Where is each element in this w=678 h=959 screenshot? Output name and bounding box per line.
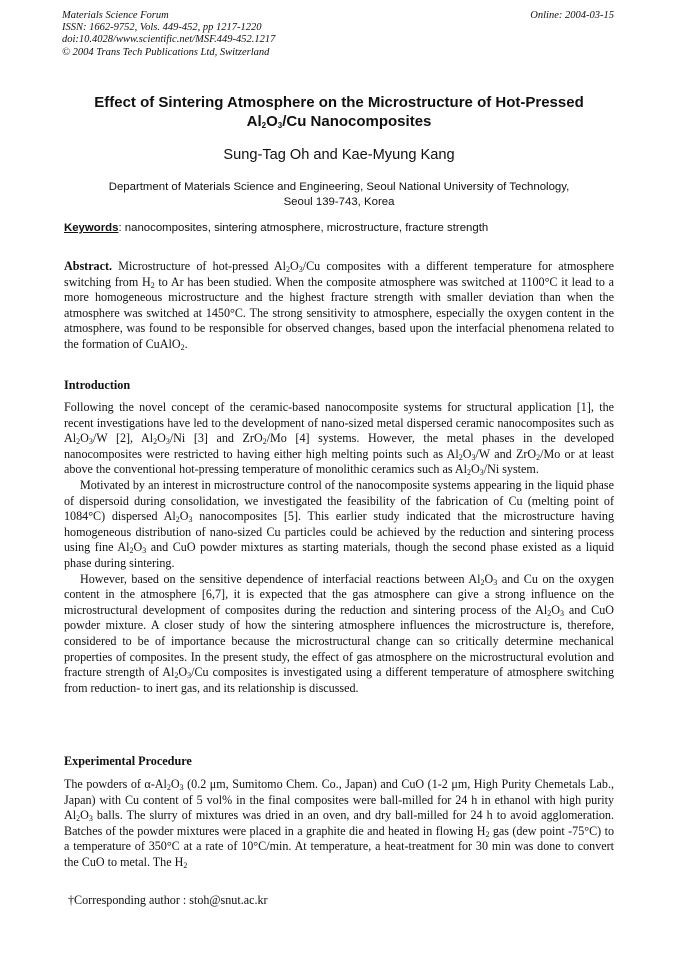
affiliation <box>70 180 608 209</box>
keywords-text: nanocomposites, sintering atmosphere, microstructure, fracture strength <box>124 222 489 234</box>
affiliation-line-1: Department of Materials Science and Engineering, Seoul National University of Technology, <box>108 181 570 193</box>
online-date: Online: 2004-03-15 <box>530 10 614 21</box>
introduction-heading: Introduction <box>64 378 131 392</box>
doi-line: doi:10.4028/www.scientific.net/MSF.449-452.1217 <box>62 34 276 46</box>
title-line-1: Effect of Sintering Atmosphere on the Microstructure of Hot-Pressed <box>94 94 584 111</box>
page-header <box>62 10 614 59</box>
abstract-label: Abstract. <box>64 259 113 273</box>
paper-title <box>58 93 620 131</box>
intro-paragraph: However, based on the sensitive dependence of interfacial reactions between $Al_2O_3$ and Cu on the oxygen content in the atmosphere [6,7], it is expected that the gas atmosphere can give a strong influence on the microstructural development of composites during the reduction and sintering process of the $Al_2O_3$ and CuO powder mixture. A closer study of how the sintering atmosphere influences the microstructure is, therefore, considered to be of importance because the microstructural change can so critically determine mechanical properties of composites. In the present study, the effect of gas atmosphere on the microstructural evolution and fracture strength of $Al_2O_3/Cu$ composites is investigated using a different temperature of atmosphere switching from reduction- to inert gas, and its relationship is discussed. <box>64 571 615 695</box>
experimental-body <box>64 777 614 871</box>
authors: Sung-Tag Oh and Kae-Myung Kang <box>223 147 455 163</box>
keywords-label: Keywords <box>64 222 119 234</box>
affiliation-line-2: Seoul 139-743, Korea <box>283 195 395 208</box>
intro-paragraph: Motivated by an interest in microstructure control of the nanocomposite systems appearing in the liquid phase of dispersoid during consolidation, we investigated the feasibility of the fabrication of Cu (melting point of 1084°C) dispersed $Al_2O_3$ nanocomposites [5]. This earlier study indicated that the microstructure having homogeneous distribution of nano-sized Cu particles could be achieved by the reduction and sintering process using fine $Al_2O_3$ and CuO powder mixtures as starting materials, though the second phase existed as a liquid phase during sintering. <box>64 477 615 570</box>
experimental-paragraph: The powders of $\alpha-Al_2O_3$ (0.2 μm, Sumitomo Chem. Co., Japan) and CuO (1-2 μm, High Purity Chemetals Lab., Japan) with Cu content of 5 vol% in the final composites were ball-milled for 24 h in ethanol with high purity $Al_2O_3$ balls. The slurry of mixtures was dried in an oven, and dry ball-milled for 24 h to avoid agglomeration. Batches of the powder mixtures were placed in a graphite die and heated in flowing $H_2$ gas (dew point -75°C) to a temperature of 350°C at a rate of 10°C/min. At temperature, a heat-treatment for 30 min was done to convert the CuO to metal. The $H_2$ <box>64 777 614 870</box>
keywords: Keywords: nanocomposites, sintering atmosphere, microstructure, fracture strength <box>64 222 489 234</box>
issn-line: ISSN: 1662-9752, Vols. 449-452, pp 1217-1220 <box>62 22 262 34</box>
copyright-line: © 2004 Trans Tech Publications Ltd, Switzerland <box>62 46 270 58</box>
introduction-body <box>64 400 614 696</box>
experimental-heading: Experimental Procedure <box>64 754 192 768</box>
journal-name: Materials Science Forum <box>62 10 169 21</box>
corresponding-author-footnote: †Corresponding author : stoh@snut.ac.kr <box>68 893 268 907</box>
title-line-2: $Al_2O_3/Cu$ Nanocomposites <box>246 113 432 130</box>
intro-paragraph: Following the novel concept of the ceramic-based nanocomposite systems for structural application [1], the recent investigations have led to the development of nano-sized metal dispersed ceramic nanocomposites such as $Al_2O_3/W$ [2], $Al_2O_3/Ni$ [3] and ZrO$_2$/Mo [4] systems. However, the metal phases in the developed nanocomposites were restricted to having either high melting points such as $Al_2O_3/W$ and ZrO$_2$/Mo or at least above the conventional hot-pressing temperature of monolithic ceramics such as $Al_2O_3/Ni$ system. <box>64 400 614 478</box>
abstract <box>64 259 614 353</box>
abstract-text: Microstructure of hot-pressed $Al_2O_3/Cu$ composites with a different temperature for atmosphere switching from $H_2$ to Ar has been studied. When the composite atmosphere was switched at 1100°C it lead to a more homogeneous microstructure and the highest fracture strength with smaller deviation than when the atmosphere was switched at 1450°C. The strong sensitivity to atmosphere, especially the oxygen content in the atmosphere, was found to be responsible for observed changes, based upon the interfacial phenomena related to the formation of CuAlO$_2$. <box>64 259 615 352</box>
